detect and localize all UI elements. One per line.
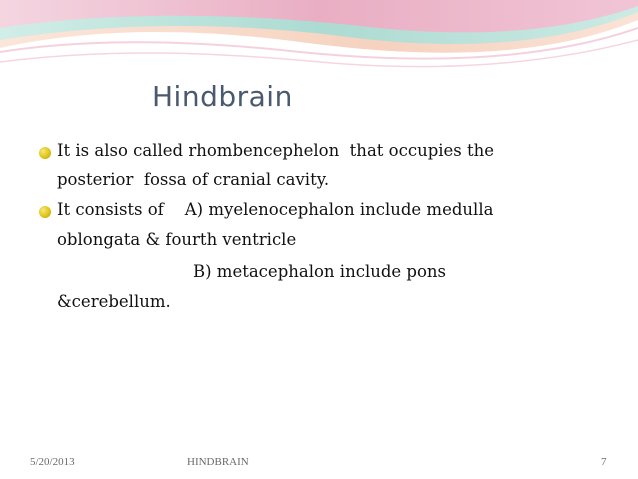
body-line: oblongata & fourth ventricle — [57, 230, 297, 249]
footer-page-number: 7 — [601, 456, 607, 468]
footer-date: 5/20/2013 — [30, 456, 75, 468]
body-line: posterior fossa of cranial cavity. — [57, 170, 330, 189]
body-line: It is also called rhombencephelon that occupies the — [57, 141, 495, 160]
body-line: &cerebellum. — [57, 292, 171, 311]
body-line: B) metacephalon include pons — [193, 262, 447, 281]
bullet-icon — [39, 206, 51, 218]
slide-title: Hindbrain — [152, 80, 293, 113]
body-line: It consists of A) myelenocephalon include medulla — [57, 200, 494, 219]
decorative-wave-banner — [0, 0, 638, 80]
bullet-icon — [39, 147, 51, 159]
footer-label: HINDBRAIN — [187, 456, 249, 468]
